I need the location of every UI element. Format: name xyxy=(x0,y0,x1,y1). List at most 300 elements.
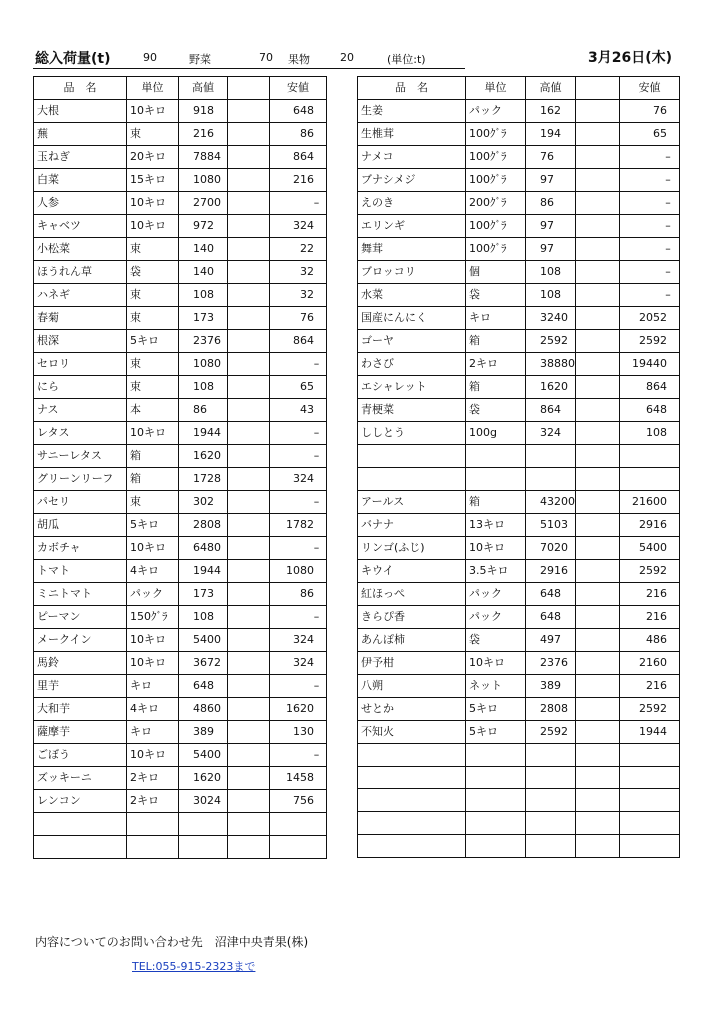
low-price-cell: 65 xyxy=(620,123,680,146)
low-price-cell: 2592 xyxy=(620,559,680,582)
table-row xyxy=(34,238,327,261)
blank-cell xyxy=(228,169,270,192)
table-row xyxy=(34,698,327,721)
low-price-cell: – xyxy=(620,192,680,215)
table-row xyxy=(358,353,680,376)
table-row xyxy=(358,100,680,123)
unit-cell: ネット xyxy=(466,674,526,697)
low-price-cell: 5400 xyxy=(620,536,680,559)
blank-cell xyxy=(576,559,620,582)
item-name-cell xyxy=(358,467,466,490)
low-price-cell: 864 xyxy=(270,330,327,353)
low-price-cell xyxy=(620,812,680,835)
item-name-cell: エリンギ xyxy=(358,215,466,238)
col-name: 品 名 xyxy=(358,77,466,100)
item-name-cell: セロリ xyxy=(34,353,127,376)
unit-cell: 150ｸﾞﾗ xyxy=(127,606,179,629)
unit-cell: 束 xyxy=(127,376,179,399)
low-price-cell: 864 xyxy=(620,376,680,399)
low-price-cell: 1458 xyxy=(270,767,327,790)
table-row xyxy=(34,376,327,399)
blank-cell xyxy=(576,605,620,628)
table-row xyxy=(34,790,327,813)
unit-cell: 5キロ xyxy=(466,697,526,720)
high-price-cell: 86 xyxy=(526,192,576,215)
blank-cell xyxy=(576,789,620,812)
item-name-cell: ゴーヤ xyxy=(358,330,466,353)
high-price-cell: 2808 xyxy=(179,514,228,537)
unit-cell: 箱 xyxy=(127,445,179,468)
high-price-cell: 76 xyxy=(526,146,576,169)
item-name-cell: ズッキーニ xyxy=(34,767,127,790)
unit-cell: 袋 xyxy=(466,284,526,307)
item-name-cell: 小松菜 xyxy=(34,238,127,261)
low-price-cell: 648 xyxy=(620,399,680,422)
blank-cell xyxy=(228,192,270,215)
low-price-cell: 65 xyxy=(270,376,327,399)
low-price-cell: 32 xyxy=(270,261,327,284)
high-price-cell: 173 xyxy=(179,307,228,330)
unit-cell: 10キロ xyxy=(127,192,179,215)
high-price-cell: 1944 xyxy=(179,422,228,445)
produce-fruit-price-table xyxy=(357,76,680,858)
unit-cell: 100ｸﾞﾗ xyxy=(466,238,526,261)
item-name-cell: 生椎茸 xyxy=(358,123,466,146)
blank-cell xyxy=(576,422,620,445)
item-name-cell: ししとう xyxy=(358,422,466,445)
item-name-cell: ごぼう xyxy=(34,744,127,767)
unit-cell: 100ｸﾞﾗ xyxy=(466,169,526,192)
item-name-cell: ハネギ xyxy=(34,284,127,307)
table-row xyxy=(358,697,680,720)
unit-cell: 10キロ xyxy=(466,536,526,559)
item-name-cell: 不知火 xyxy=(358,720,466,743)
unit-cell: 100ｸﾞﾗ xyxy=(466,146,526,169)
low-price-cell: – xyxy=(270,537,327,560)
low-price-cell xyxy=(270,813,327,836)
item-name-cell: キャベツ xyxy=(34,215,127,238)
table-row xyxy=(34,813,327,836)
table-row xyxy=(358,422,680,445)
high-price-cell: 918 xyxy=(179,100,228,123)
table-row xyxy=(358,284,680,307)
unit-cell: 箱 xyxy=(127,468,179,491)
table-row xyxy=(34,330,327,353)
low-price-cell: 32 xyxy=(270,284,327,307)
unit-cell: 10キロ xyxy=(127,100,179,123)
table-row xyxy=(34,307,327,330)
unit-cell: 13キロ xyxy=(466,513,526,536)
table-row xyxy=(34,767,327,790)
blank-cell xyxy=(228,583,270,606)
blank-cell xyxy=(228,100,270,123)
unit-cell: 2キロ xyxy=(127,790,179,813)
blank-cell xyxy=(228,835,270,858)
blank-cell xyxy=(228,215,270,238)
item-name-cell: ほうれん草 xyxy=(34,261,127,284)
item-name-cell: せとか xyxy=(358,697,466,720)
item-name-cell: 国産にんにく xyxy=(358,307,466,330)
low-price-cell xyxy=(270,835,327,858)
table-row xyxy=(34,215,327,238)
table-row xyxy=(34,261,327,284)
table-row xyxy=(34,652,327,675)
high-price-cell xyxy=(179,813,228,836)
item-name-cell xyxy=(358,445,466,468)
low-price-cell: 1620 xyxy=(270,698,327,721)
high-price-cell: 2916 xyxy=(526,559,576,582)
unit-cell: 本 xyxy=(127,399,179,422)
low-price-cell: 864 xyxy=(270,146,327,169)
item-name-cell: アールス xyxy=(358,490,466,513)
low-price-cell: 216 xyxy=(620,674,680,697)
item-name-cell xyxy=(358,789,466,812)
blank-cell xyxy=(576,284,620,307)
table-row xyxy=(34,537,327,560)
item-name-cell: リンゴ(ふじ) xyxy=(358,536,466,559)
high-price-cell: 389 xyxy=(179,721,228,744)
col-blank xyxy=(576,77,620,100)
item-name-cell: カボチャ xyxy=(34,537,127,560)
high-price-cell: 5400 xyxy=(179,629,228,652)
item-name-cell: 玉ねぎ xyxy=(34,146,127,169)
blank-cell xyxy=(228,606,270,629)
high-price-cell: 38880 xyxy=(526,353,576,376)
table-row xyxy=(34,744,327,767)
high-price-cell: 108 xyxy=(526,284,576,307)
table-row xyxy=(358,307,680,330)
low-price-cell: – xyxy=(270,744,327,767)
high-price-cell: 162 xyxy=(526,100,576,123)
blank-cell xyxy=(228,146,270,169)
high-price-cell: 216 xyxy=(179,123,228,146)
low-price-cell: 216 xyxy=(270,169,327,192)
high-price-cell: 5400 xyxy=(179,744,228,767)
table-row xyxy=(34,675,327,698)
low-price-cell: 2916 xyxy=(620,513,680,536)
table-row xyxy=(358,720,680,743)
table-row xyxy=(34,606,327,629)
blank-cell xyxy=(228,675,270,698)
phone-link[interactable]: TEL:055-915-2323まで xyxy=(132,960,256,973)
low-price-cell: – xyxy=(270,353,327,376)
table-row xyxy=(34,583,327,606)
high-price-cell xyxy=(526,835,576,858)
unit-cell xyxy=(466,789,526,812)
table-row xyxy=(358,536,680,559)
blank-cell xyxy=(576,307,620,330)
item-name-cell: 胡瓜 xyxy=(34,514,127,537)
item-name-cell: 大根 xyxy=(34,100,127,123)
table-row xyxy=(34,284,327,307)
item-name-cell: グリーンリーフ xyxy=(34,468,127,491)
item-name-cell: 生姜 xyxy=(358,100,466,123)
item-name-cell: 人参 xyxy=(34,192,127,215)
fruits-label: 果物 xyxy=(288,53,310,66)
blank-cell xyxy=(228,307,270,330)
col-unit: 単位 xyxy=(127,77,179,100)
unit-cell: 10キロ xyxy=(127,652,179,675)
blank-cell xyxy=(228,721,270,744)
high-price-cell: 648 xyxy=(179,675,228,698)
low-price-cell: – xyxy=(620,215,680,238)
low-price-cell: – xyxy=(270,491,327,514)
unit-cell: 200ｸﾞﾗ xyxy=(466,192,526,215)
unit-cell: 箱 xyxy=(466,330,526,353)
item-name-cell: きらぴ香 xyxy=(358,605,466,628)
blank-cell xyxy=(228,537,270,560)
low-price-cell: 648 xyxy=(270,100,327,123)
unit-cell: 個 xyxy=(466,261,526,284)
low-price-cell: 2052 xyxy=(620,307,680,330)
low-price-cell: 324 xyxy=(270,468,327,491)
col-unit: 単位 xyxy=(466,77,526,100)
item-name-cell: パセリ xyxy=(34,491,127,514)
high-price-cell: 140 xyxy=(179,238,228,261)
blank-cell xyxy=(228,261,270,284)
high-price-cell: 1620 xyxy=(179,445,228,468)
table-row xyxy=(358,628,680,651)
low-price-cell: – xyxy=(270,675,327,698)
low-price-cell: 1080 xyxy=(270,560,327,583)
high-price-cell: 3024 xyxy=(179,790,228,813)
unit-cell: パック xyxy=(466,605,526,628)
high-price-cell xyxy=(179,835,228,858)
high-price-cell: 1080 xyxy=(179,353,228,376)
high-price-cell: 7884 xyxy=(179,146,228,169)
col-high: 高値 xyxy=(179,77,228,100)
low-price-cell: 130 xyxy=(270,721,327,744)
low-price-cell: 1944 xyxy=(620,720,680,743)
item-name-cell xyxy=(34,835,127,858)
blank-cell xyxy=(228,445,270,468)
item-name-cell: ブナシメジ xyxy=(358,169,466,192)
blank-cell xyxy=(576,330,620,353)
table-row xyxy=(358,559,680,582)
low-price-cell: – xyxy=(270,422,327,445)
item-name-cell: 紅ほっぺ xyxy=(358,582,466,605)
unit-cell: 束 xyxy=(127,238,179,261)
unit-cell: 袋 xyxy=(127,261,179,284)
table-row xyxy=(34,353,327,376)
unit-cell: 4キロ xyxy=(127,698,179,721)
high-price-cell: 1620 xyxy=(526,376,576,399)
table-row xyxy=(34,629,327,652)
blank-cell xyxy=(228,652,270,675)
blank-cell xyxy=(576,399,620,422)
blank-cell xyxy=(576,467,620,490)
high-price-cell: 864 xyxy=(526,399,576,422)
unit-cell: 100ｸﾞﾗ xyxy=(466,215,526,238)
unit-cell: キロ xyxy=(127,675,179,698)
blank-cell xyxy=(576,697,620,720)
item-name-cell: レタス xyxy=(34,422,127,445)
item-name-cell: 根深 xyxy=(34,330,127,353)
total-arrivals-label: 総入荷量(t) xyxy=(35,51,111,67)
unit-cell: 10キロ xyxy=(127,215,179,238)
blank-cell xyxy=(576,261,620,284)
blank-cell xyxy=(576,353,620,376)
unit-cell xyxy=(466,743,526,766)
high-price-cell: 108 xyxy=(179,284,228,307)
high-price-cell: 1620 xyxy=(179,767,228,790)
unit-cell: 2キロ xyxy=(466,353,526,376)
high-price-cell: 1080 xyxy=(179,169,228,192)
item-name-cell: レンコン xyxy=(34,790,127,813)
blank-cell xyxy=(228,399,270,422)
table-row xyxy=(358,169,680,192)
table-row xyxy=(358,605,680,628)
unit-cell xyxy=(127,835,179,858)
unit-cell: パック xyxy=(127,583,179,606)
blank-cell xyxy=(228,284,270,307)
high-price-cell: 6480 xyxy=(179,537,228,560)
high-price-cell xyxy=(526,743,576,766)
blank-cell xyxy=(576,812,620,835)
blank-cell xyxy=(228,422,270,445)
table-row xyxy=(34,514,327,537)
blank-cell xyxy=(228,330,270,353)
high-price-cell: 2592 xyxy=(526,720,576,743)
low-price-cell xyxy=(620,766,680,789)
high-price-cell: 97 xyxy=(526,215,576,238)
table-header-row xyxy=(358,77,680,100)
blank-cell xyxy=(576,376,620,399)
high-price-cell xyxy=(526,812,576,835)
blank-cell xyxy=(576,743,620,766)
low-price-cell: 76 xyxy=(620,100,680,123)
unit-cell: 20キロ xyxy=(127,146,179,169)
item-name-cell: ブロッコリ xyxy=(358,261,466,284)
unit-cell: 箱 xyxy=(466,376,526,399)
high-price-cell: 1944 xyxy=(179,560,228,583)
high-price-cell: 2376 xyxy=(526,651,576,674)
table-row xyxy=(358,238,680,261)
col-high: 高値 xyxy=(526,77,576,100)
blank-cell xyxy=(228,767,270,790)
table-row xyxy=(34,560,327,583)
low-price-cell: – xyxy=(620,169,680,192)
blank-cell xyxy=(228,353,270,376)
col-name: 品 名 xyxy=(34,77,127,100)
low-price-cell: 2592 xyxy=(620,330,680,353)
unit-cell: 100g xyxy=(466,422,526,445)
low-price-cell: 2160 xyxy=(620,651,680,674)
unit-cell: 15キロ xyxy=(127,169,179,192)
high-price-cell: 2700 xyxy=(179,192,228,215)
low-price-cell: – xyxy=(270,192,327,215)
high-price-cell: 108 xyxy=(179,376,228,399)
blank-cell xyxy=(576,100,620,123)
table-row xyxy=(358,835,680,858)
table-row xyxy=(34,422,327,445)
unit-cell: 4キロ xyxy=(127,560,179,583)
high-price-cell: 97 xyxy=(526,238,576,261)
blank-cell xyxy=(228,560,270,583)
table-row xyxy=(34,100,327,123)
table-header-row xyxy=(34,77,327,100)
blank-cell xyxy=(576,238,620,261)
vegetables-price-table xyxy=(33,76,327,859)
item-name-cell: ナメコ xyxy=(358,146,466,169)
col-blank xyxy=(228,77,270,100)
high-price-cell xyxy=(526,467,576,490)
high-price-cell: 194 xyxy=(526,123,576,146)
blank-cell xyxy=(576,651,620,674)
unit-cell: 束 xyxy=(127,284,179,307)
item-name-cell: にら xyxy=(34,376,127,399)
blank-cell xyxy=(228,376,270,399)
low-price-cell: – xyxy=(620,284,680,307)
blank-cell xyxy=(576,490,620,513)
high-price-cell: 648 xyxy=(526,605,576,628)
high-price-cell: 972 xyxy=(179,215,228,238)
high-price-cell: 43200 xyxy=(526,490,576,513)
unit-cell: 3.5キロ xyxy=(466,559,526,582)
low-price-cell: 216 xyxy=(620,605,680,628)
table-row xyxy=(34,835,327,858)
high-price-cell: 4860 xyxy=(179,698,228,721)
unit-cell: 5キロ xyxy=(127,514,179,537)
table-row xyxy=(34,169,327,192)
blank-cell xyxy=(576,215,620,238)
blank-cell xyxy=(576,445,620,468)
item-name-cell xyxy=(358,835,466,858)
item-name-cell: えのき xyxy=(358,192,466,215)
high-price-cell: 7020 xyxy=(526,536,576,559)
blank-cell xyxy=(228,468,270,491)
item-name-cell: わさび xyxy=(358,353,466,376)
item-name-cell: メークイン xyxy=(34,629,127,652)
item-name-cell: 春菊 xyxy=(34,307,127,330)
item-name-cell: 伊予柑 xyxy=(358,651,466,674)
item-name-cell: ピーマン xyxy=(34,606,127,629)
unit-cell: 10キロ xyxy=(127,629,179,652)
table-row xyxy=(34,399,327,422)
item-name-cell: 白菜 xyxy=(34,169,127,192)
item-name-cell: バナナ xyxy=(358,513,466,536)
unit-cell xyxy=(466,835,526,858)
blank-cell xyxy=(576,582,620,605)
table-row xyxy=(358,330,680,353)
item-name-cell: サニーレタス xyxy=(34,445,127,468)
table-row xyxy=(358,123,680,146)
item-name-cell: エシャレット xyxy=(358,376,466,399)
col-low: 安値 xyxy=(620,77,680,100)
high-price-cell: 2592 xyxy=(526,330,576,353)
unit-cell: 袋 xyxy=(466,628,526,651)
high-price-cell: 108 xyxy=(179,606,228,629)
item-name-cell: ミニトマト xyxy=(34,583,127,606)
item-name-cell xyxy=(358,766,466,789)
high-price-cell: 1728 xyxy=(179,468,228,491)
blank-cell xyxy=(228,491,270,514)
unit-cell: 10キロ xyxy=(127,537,179,560)
blank-cell xyxy=(228,813,270,836)
item-name-cell: 八朔 xyxy=(358,674,466,697)
blank-cell xyxy=(228,514,270,537)
high-price-cell: 648 xyxy=(526,582,576,605)
item-name-cell: あんぽ柿 xyxy=(358,628,466,651)
table-row xyxy=(34,123,327,146)
table-row xyxy=(358,376,680,399)
blank-cell xyxy=(576,513,620,536)
high-price-cell: 3240 xyxy=(526,307,576,330)
unit-cell: キロ xyxy=(466,307,526,330)
item-name-cell: 薩摩芋 xyxy=(34,721,127,744)
header-underline xyxy=(33,68,465,69)
item-name-cell: 馬鈴 xyxy=(34,652,127,675)
